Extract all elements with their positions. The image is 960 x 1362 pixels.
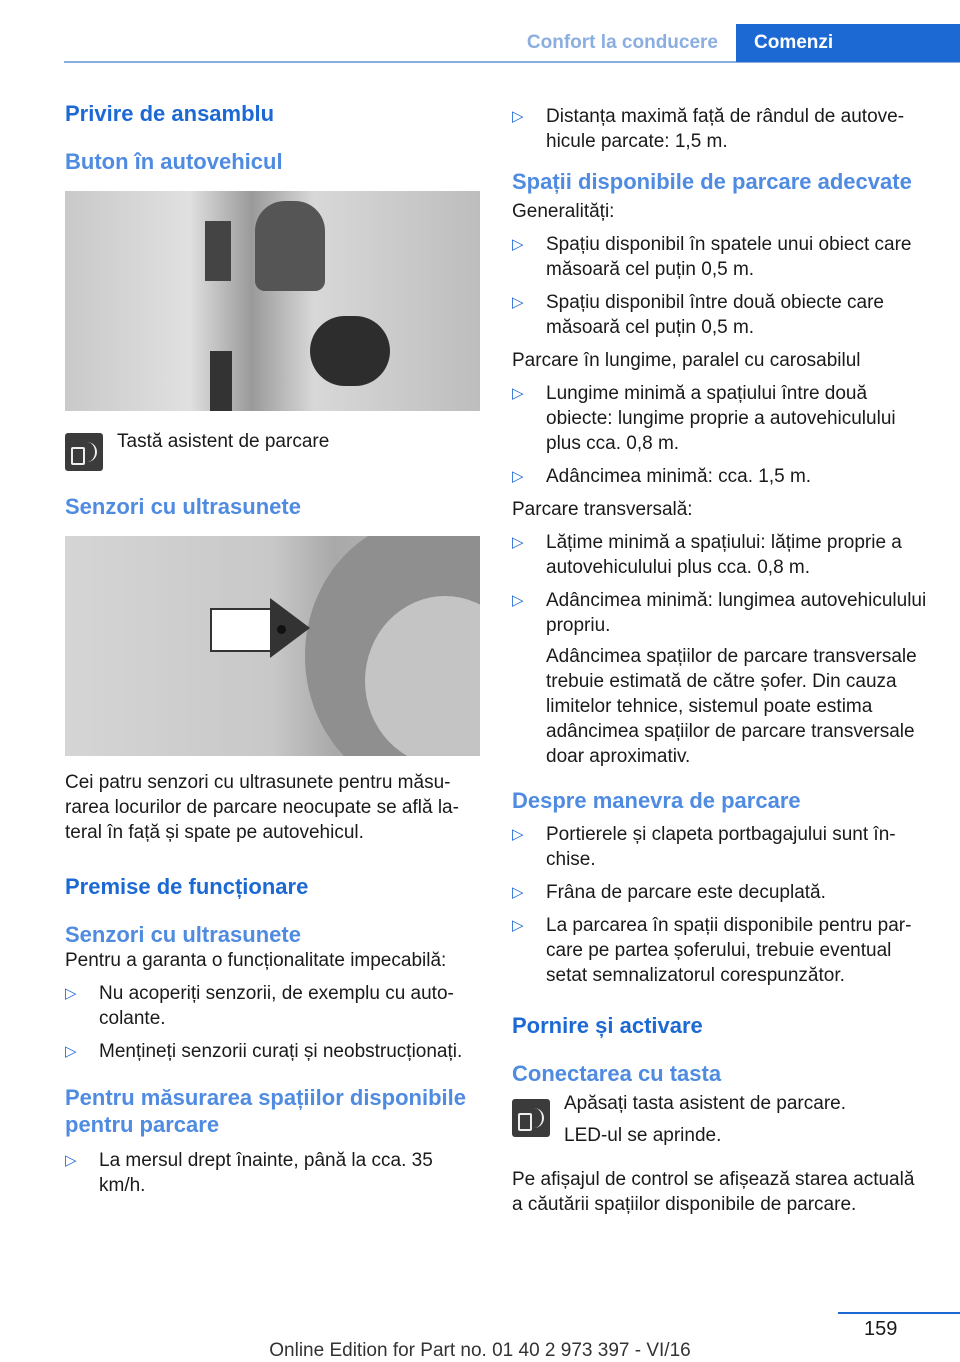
bullet-triangle-icon: ▷ — [65, 1152, 77, 1169]
bullet-triangle-icon: ▷ — [512, 917, 524, 934]
heading-sensors: Senzori cu ultrasunete — [65, 494, 301, 519]
general-text: Generalități: — [512, 201, 615, 222]
photo-bumper-sensor — [65, 536, 480, 756]
page-number: 159 — [864, 1318, 898, 1340]
park-assist-icon — [65, 433, 103, 471]
console-buttons — [205, 221, 231, 281]
led-text: LED-ul se aprinde. — [564, 1125, 722, 1146]
bullet-triangle-icon: ▷ — [512, 592, 524, 609]
footer-rule — [838, 1312, 960, 1314]
page-header — [0, 24, 960, 62]
left-column — [65, 100, 480, 1198]
transverse-text: Parcare transversală: — [512, 499, 693, 520]
page-footer — [0, 1312, 960, 1362]
display-text: Pe afișajul de control se afișează starea actuală a căutării spațiilor disponibile de parcare. — [512, 1169, 915, 1215]
press-text: Apăsați tasta asistent de parcare. — [564, 1093, 846, 1114]
list-item: ▷ Spațiu disponibil în spatele unui obiect care măsoară cel puțin 0,5 m. — [512, 234, 912, 280]
list-item: ▷ Portierele și clapeta portbagajului sunt închise. — [512, 824, 896, 870]
bullet-triangle-icon: ▷ — [512, 884, 524, 901]
list-item: ▷ Distanța maximă față de rândul de autovehicule parcate: 1,5 m. — [512, 106, 905, 152]
heading-spaces: Spații disponibile de parcare adecvate — [512, 169, 912, 194]
heading-maneuver: Despre manevra de parcare — [512, 788, 801, 813]
parallel-text: Parcare în lungime, paralel cu carosabilul — [512, 350, 861, 371]
heading-connect: Conectarea cu tasta — [512, 1061, 722, 1086]
heading-premises: Premise de funcționare — [65, 874, 309, 899]
arrow-body — [210, 608, 274, 652]
parking-brake — [210, 351, 232, 411]
guarantee-text: Pentru a garanta o funcționalitate impecabilă: — [65, 950, 447, 971]
bullet-triangle-icon: ▷ — [512, 236, 524, 253]
controller-knob — [310, 316, 390, 386]
list-item: ▷ Nu acoperiți senzorii, de exemplu cu autocolante. — [65, 983, 454, 1029]
heading-overview: Privire de ansamblu — [65, 101, 275, 126]
heading-start: Pornire și activare — [512, 1013, 703, 1038]
heading-sensors-2: Senzori cu ultrasunete — [65, 922, 301, 947]
list-item: ▷ Lățime minimă a spațiului: lățime proprie a autovehiculului plus cca. 0,8 m. — [512, 532, 902, 578]
list-item: ▷ Adâncimea minimă: cca. 1,5 m. — [512, 466, 812, 487]
list-item: ▷ Mențineți senzorii curați și neobstrucționați. — [65, 1041, 463, 1062]
sensors-text: Cei patru senzori cu ultrasunete pentru măsurarea locurilor de parcare neocupate se află lateral în față și spate pe autovehicul. — [65, 772, 459, 843]
bullet-triangle-icon: ▷ — [65, 985, 77, 1002]
list-item: ▷ Spațiu disponibil între două obiecte care măsoară cel puțin 0,5 m. — [512, 292, 885, 338]
edition-text: Online Edition for Part no. 01 40 2 973 397 - VI/16 — [269, 1340, 691, 1361]
heading-button: Buton în autovehicul — [65, 149, 283, 174]
bullet-triangle-icon: ▷ — [512, 468, 524, 485]
bullet-triangle-icon: ▷ — [512, 385, 524, 402]
sensor-dot — [277, 625, 286, 634]
header-section[interactable]: Confort la conducere — [511, 24, 734, 61]
list-item: ▷ La mersul drept înainte, până la cca. 35 km/h. — [65, 1150, 433, 1196]
header-chapter[interactable]: Comenzi — [736, 24, 960, 62]
icon-caption: Tastă asistent de parcare — [117, 431, 330, 452]
bullet-triangle-icon: ▷ — [65, 1043, 77, 1060]
list-item: ▷ Lungime minimă a spațiului între două obiecte: lungime proprie a autovehiculului plus cca. 0,8 m. — [512, 383, 896, 454]
bullet-triangle-icon: ▷ — [512, 534, 524, 551]
bullet-triangle-icon: ▷ — [512, 294, 524, 311]
transverse-note: Adâncimea spațiilor de parcare transversale trebuie estimată de către șofer. Din cauza limitelor tehnice, sistemul poate estima adâncimea spațiilor de parcare transversale doar aproximativ. — [546, 646, 917, 767]
bullet-triangle-icon: ▷ — [512, 826, 524, 843]
photo-center-console — [65, 191, 480, 411]
park-assist-icon — [512, 1099, 550, 1137]
bullet-triangle-icon: ▷ — [512, 108, 524, 125]
connect-row — [512, 1091, 927, 1155]
arrow-head — [270, 598, 310, 658]
icon-caption-row — [65, 429, 480, 479]
heading-measure: Pentru măsurarea spațiilor disponibile pentru parcare — [65, 1085, 466, 1137]
list-item: ▷ Adâncimea minimă: lungimea autovehiculului propriu. — [512, 590, 927, 636]
right-column — [512, 100, 927, 1217]
list-item: ▷ La parcarea în spații disponibile pentru parcare pe partea șoferului, trebuie eventual setat semnalizatorul corespunzător. — [512, 915, 912, 986]
gear-selector — [255, 201, 325, 291]
list-item: ▷ Frâna de parcare este decuplată. — [512, 882, 826, 903]
